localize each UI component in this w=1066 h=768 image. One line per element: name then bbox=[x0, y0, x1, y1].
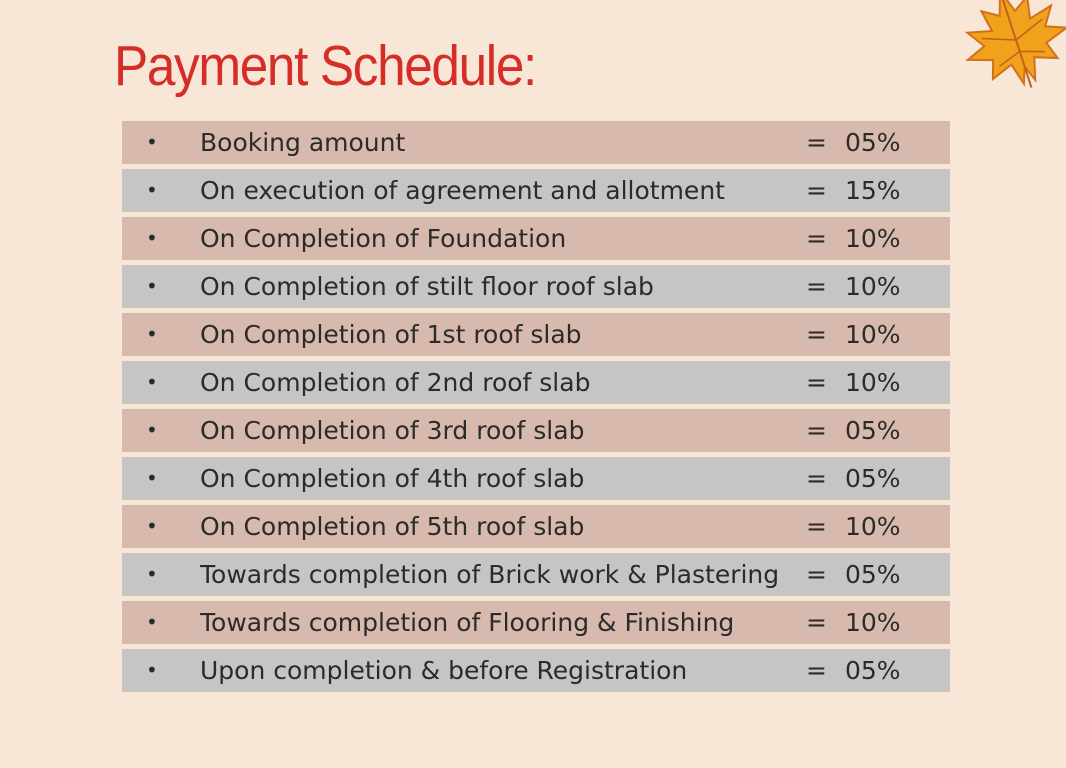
equals-sign: = bbox=[806, 608, 827, 637]
equals-sign: = bbox=[806, 512, 827, 541]
list-item bbox=[122, 121, 950, 164]
item-percent: 05% bbox=[845, 656, 901, 685]
list-item bbox=[122, 169, 950, 212]
bullet: • bbox=[146, 322, 158, 346]
item-label: Towards completion of Flooring & Finishing bbox=[200, 608, 735, 637]
list-item bbox=[122, 649, 950, 692]
bullet: • bbox=[146, 370, 158, 394]
list-item bbox=[122, 217, 950, 260]
equals-sign: = bbox=[806, 320, 827, 349]
bullet: • bbox=[146, 418, 158, 442]
list-item bbox=[122, 409, 950, 452]
item-label: On Completion of Foundation bbox=[200, 224, 567, 253]
list-item bbox=[122, 601, 950, 644]
maple-leaf-icon bbox=[936, 0, 1066, 100]
equals-sign: = bbox=[806, 224, 827, 253]
bullet: • bbox=[146, 466, 158, 490]
item-label: Booking amount bbox=[200, 128, 406, 157]
list-item bbox=[122, 505, 950, 548]
item-percent: 15% bbox=[845, 176, 901, 205]
item-percent: 05% bbox=[845, 464, 901, 493]
equals-sign: = bbox=[806, 272, 827, 301]
bullet: • bbox=[146, 610, 158, 634]
page-title: Payment Schedule: bbox=[114, 34, 536, 98]
payment-schedule-list bbox=[122, 121, 950, 697]
item-label: On Completion of stilt floor roof slab bbox=[200, 272, 654, 301]
bullet: • bbox=[146, 514, 158, 538]
item-label: On execution of agreement and allotment bbox=[200, 176, 725, 205]
item-label: Towards completion of Brick work & Plastering bbox=[200, 560, 780, 589]
list-item bbox=[122, 313, 950, 356]
item-percent: 05% bbox=[845, 416, 901, 445]
item-percent: 10% bbox=[845, 608, 901, 637]
bullet: • bbox=[146, 274, 158, 298]
item-percent: 10% bbox=[845, 368, 901, 397]
bullet: • bbox=[146, 562, 158, 586]
item-percent: 10% bbox=[845, 272, 901, 301]
item-label: On Completion of 1st roof slab bbox=[200, 320, 582, 349]
item-percent: 10% bbox=[845, 512, 901, 541]
item-label: On Completion of 4th roof slab bbox=[200, 464, 585, 493]
list-item bbox=[122, 553, 950, 596]
equals-sign: = bbox=[806, 464, 827, 493]
item-percent: 10% bbox=[845, 320, 901, 349]
item-label: On Completion of 5th roof slab bbox=[200, 512, 585, 541]
bullet: • bbox=[146, 658, 158, 682]
item-label: Upon completion & before Registration bbox=[200, 656, 688, 685]
equals-sign: = bbox=[806, 368, 827, 397]
equals-sign: = bbox=[806, 176, 827, 205]
equals-sign: = bbox=[806, 560, 827, 589]
equals-sign: = bbox=[806, 416, 827, 445]
item-label: On Completion of 2nd roof slab bbox=[200, 368, 591, 397]
bullet: • bbox=[146, 226, 158, 250]
list-item bbox=[122, 361, 950, 404]
item-label: On Completion of 3rd roof slab bbox=[200, 416, 585, 445]
bullet: • bbox=[146, 178, 158, 202]
equals-sign: = bbox=[806, 656, 827, 685]
bullet: • bbox=[146, 130, 158, 154]
item-percent: 05% bbox=[845, 560, 901, 589]
item-percent: 05% bbox=[845, 128, 901, 157]
list-item bbox=[122, 457, 950, 500]
equals-sign: = bbox=[806, 128, 827, 157]
list-item bbox=[122, 265, 950, 308]
item-percent: 10% bbox=[845, 224, 901, 253]
